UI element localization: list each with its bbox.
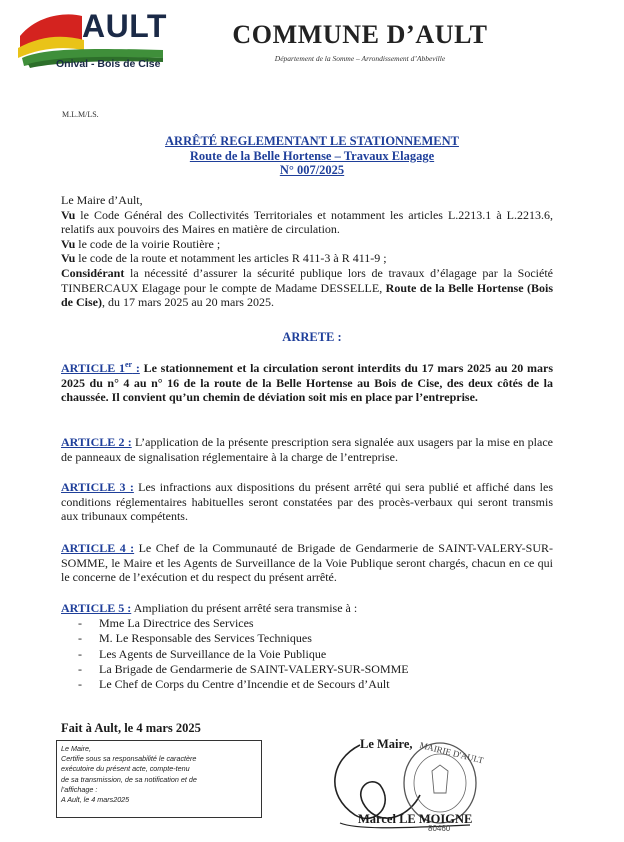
certification-box xyxy=(56,740,262,818)
article-label: ARTICLE 2 : xyxy=(61,435,132,449)
vu-lead: Vu xyxy=(61,236,76,251)
article-text: Le Chef de la Communauté de Brigade de Gendarmerie de SAINT-VALERY-SUR-SOMME, le Maire et les Agents de Surveillance de la Voie Publique seront chargés, chacun en ce qui le concerne de l’exécution et du respect du présent arrêté. xyxy=(61,541,553,585)
list-item: - M. Le Responsable des Services Techniques xyxy=(78,631,312,646)
article-1 xyxy=(61,358,553,405)
commune-subtitle: Département de la Somme – Arrondissement d’Abbeville xyxy=(274,54,446,63)
certif-line: A Ault, le 4 mars2025 xyxy=(61,795,130,805)
list-item: - La Brigade de Gendarmerie de SAINT-VALERY-SUR-SOMME xyxy=(78,661,409,676)
logo-subtitle: Onival - Bois de Cise xyxy=(56,58,161,70)
signature-title: Le Maire, xyxy=(360,737,413,751)
list-item: - Les Agents de Surveillance de la Voie Publique xyxy=(78,646,327,661)
article-text: Les infractions aux dispositions du présent arrêté qui sera publié et affiché dans les conditions réglementaires habituelles seront constatées par des procès-verbaux qui seront transmis aux tribunaux compétents. xyxy=(61,480,553,524)
preamble-maire: Le Maire d’Ault, xyxy=(61,193,143,207)
preamble-vu xyxy=(61,251,553,266)
recipient-list xyxy=(78,616,409,692)
vu-lead: Vu xyxy=(61,251,76,266)
considerant-lead: Considérant xyxy=(61,265,125,280)
article-label: ARTICLE 4 : xyxy=(61,541,135,555)
logo-name: AULT xyxy=(82,8,167,44)
article-text: L’application de la présente prescription sera signalée aux usagers par la mise en place de panneaux de signalisation réglementaire à la charge de l’entreprise. xyxy=(61,435,553,464)
list-item: - Le Chef de Corps du Centre d’Incendie et de Secours d’Ault xyxy=(78,677,390,692)
article-label: ARTICLE 1er : xyxy=(61,360,140,375)
considerant-text: la nécessité d’assurer la sécurité publique lors de travaux d’élagage par la Société TINBERCAUX Elagage pour le compte de Madame DESSELLE, xyxy=(61,265,553,295)
decree-subject-line: Route de la Belle Hortense – Travaux Elagage xyxy=(189,148,435,163)
decree-title-line: ARRÊTÉ REGLEMENTANT LE STATIONNEMENT xyxy=(165,134,459,148)
stamp-code: 80460 xyxy=(428,824,451,833)
certif-line: Le Maire, xyxy=(61,744,91,753)
article-4 xyxy=(61,541,553,585)
vu-text: le Code Général des Collectivités Territoriales et notamment les articles L.2213.1 à L.2213.6, relatifs aux pouvoirs des Maires en matière de circulation. xyxy=(61,207,553,237)
place-date: Fait à Ault, le 4 mars 2025 xyxy=(61,721,201,735)
decree-title xyxy=(100,134,524,178)
stamp-text: MAIRIE D'AULT xyxy=(418,739,485,766)
vu-lead: Vu xyxy=(61,207,76,222)
preamble xyxy=(61,193,553,310)
article-3 xyxy=(61,480,553,524)
preamble-vu xyxy=(61,237,553,252)
considerant-location: Route de la Belle Hortense (Bois de Cise) xyxy=(61,280,553,310)
decree-number: N° 007/2025 xyxy=(279,163,345,177)
list-item: - Mme La Directrice des Services xyxy=(78,616,254,630)
article-text: Le stationnement et la circulation seront interdits du 17 mars 2025 au 20 mars 2025 du n° 4 au n° 16 de la route de la Belle Hortense au Bois de Cise, des deux côtés de la chaussée. Il convient qu’un chemin de déviation soit mis en place par l’entreprise. xyxy=(61,361,553,405)
certif-line: l’affichage : xyxy=(61,784,98,794)
arrete-heading: ARRETE : xyxy=(282,330,342,344)
preamble-vu xyxy=(61,208,553,237)
article-label: ARTICLE 3 : xyxy=(61,480,134,494)
commune-title: COMMUNE D’AULT xyxy=(232,20,488,49)
certif-line: Certifie sous sa responsabilité le caractère xyxy=(61,754,197,764)
preamble-considerant xyxy=(61,266,553,310)
vu-text: le code de la voirie Routière ; xyxy=(75,236,221,251)
reference-code: M.L.M/LS. xyxy=(62,110,99,119)
certif-line: de sa transmission, de sa notification et de xyxy=(61,774,197,784)
considerant-dates: , du 17 mars 2025 au 20 mars 2025. xyxy=(102,295,274,310)
article-text: Ampliation du présent arrêté sera transmise à : xyxy=(131,601,358,615)
certif-line: exécutoire du présent acte, compte-tenu xyxy=(61,764,190,774)
town-logo xyxy=(18,6,168,76)
vu-text: le code de la route et notamment les articles R 411-3 à R 411-9 ; xyxy=(75,251,387,266)
article-5 xyxy=(61,601,553,616)
article-label: ARTICLE 5 : xyxy=(61,601,132,615)
article-2 xyxy=(61,435,553,464)
signatory-name: Marcel LE MOIGNE xyxy=(358,812,473,826)
